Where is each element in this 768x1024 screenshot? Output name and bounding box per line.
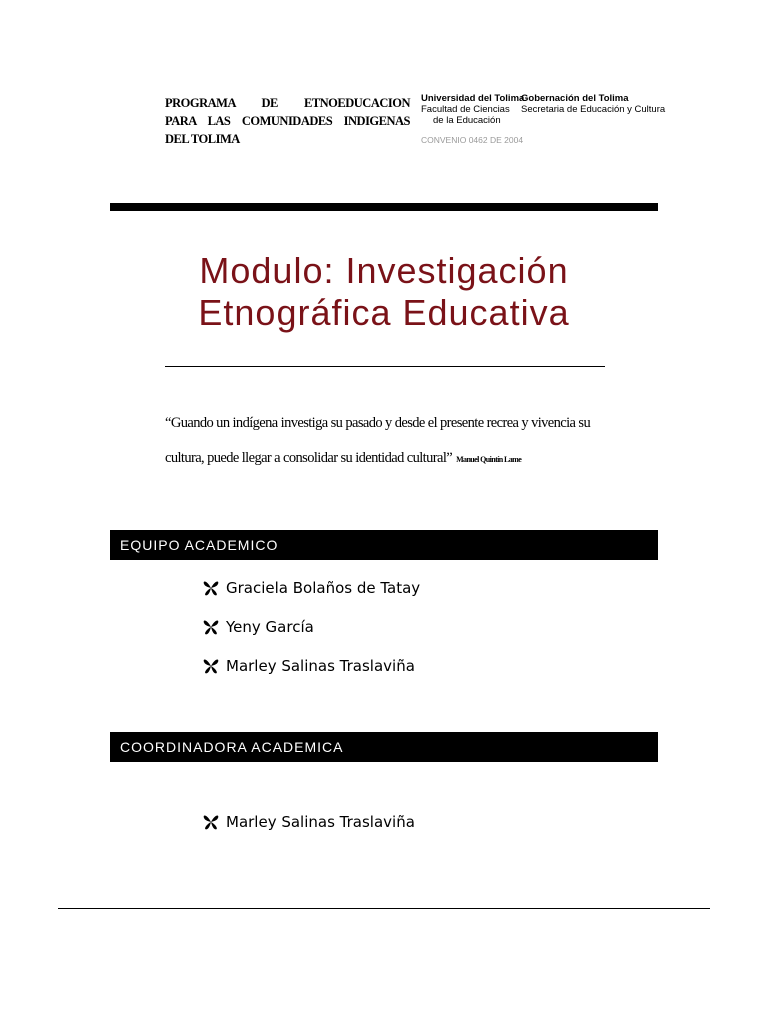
coordinator-heading: COORDINADORA ACADEMICA	[110, 732, 658, 762]
butterfly-icon	[202, 579, 220, 597]
team-member	[202, 617, 314, 637]
epigraph-quote	[165, 406, 610, 477]
module-title	[110, 250, 658, 334]
quote-author: Manuel Quintín Lame	[456, 455, 522, 464]
university-name: Universidad del Tolima	[421, 93, 525, 104]
university-block	[421, 93, 524, 126]
title-divider	[165, 366, 605, 367]
butterfly-icon	[202, 618, 220, 636]
module-title-line1: Modulo: Investigación	[199, 250, 569, 291]
government-block	[521, 93, 665, 115]
program-title	[165, 94, 410, 148]
coordinator-member	[202, 812, 415, 832]
program-title-line: PARA LAS COMUNIDADES INDIGENAS	[165, 114, 410, 128]
program-title-line: PROGRAMA DE ETNOEDUCACION	[165, 96, 410, 110]
butterfly-icon	[202, 657, 220, 675]
government-name: Gobernación del Tolima	[521, 93, 629, 104]
coordinator-member-name: Marley Salinas Traslaviña	[226, 813, 415, 831]
team-member	[202, 656, 415, 676]
team-member	[202, 578, 420, 598]
team-member-name: Yeny García	[226, 618, 314, 636]
secretary-line: Secretaria de Educación y Cultura	[521, 104, 666, 115]
header-divider	[110, 203, 658, 211]
footer-divider	[58, 908, 710, 909]
faculty-line1: Facultad de Ciencias	[421, 104, 510, 115]
convenio-label: CONVENIO 0462 DE 2004	[421, 135, 524, 145]
program-title-line: DEL TOLIMA	[165, 132, 240, 146]
team-heading: EQUIPO ACADEMICO	[110, 530, 658, 560]
team-member-name: Graciela Bolaños de Tatay	[226, 579, 421, 597]
butterfly-icon	[202, 813, 220, 831]
quote-text: “Guando un indígena investiga su pasado y desde el presente recrea y vivencia su cultura, puede llegar a consolidar su identidad cultural”	[165, 415, 591, 466]
faculty-line2: de la Educación	[433, 115, 501, 126]
team-member-name: Marley Salinas Traslaviña	[226, 657, 415, 675]
module-title-line2: Etnográfica Educativa	[198, 292, 570, 333]
